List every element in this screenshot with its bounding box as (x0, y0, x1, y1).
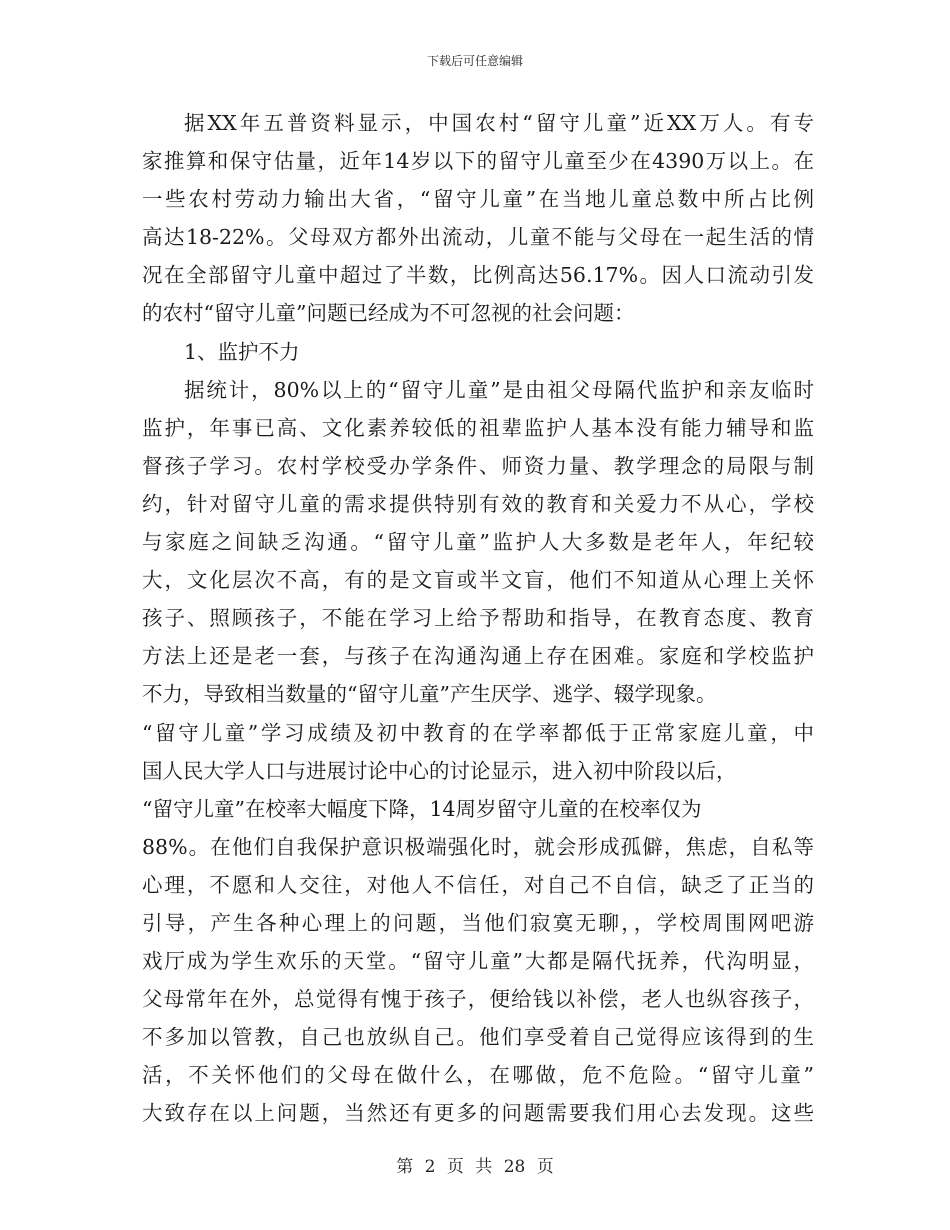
paragraph-line: 监护，年事已高、文化素养较低的祖辈监护人基本没有能力辅导和监 (142, 415, 814, 440)
paragraph-line: 父母常年在外，总觉得有愧于孩子，便给钱以补偿，老人也纵容孩子， (142, 987, 814, 1012)
paragraph-line: 高达18-22%。父母双方都外出流动，儿童不能与父母在一起生活的情 (142, 225, 814, 250)
paragraph-line: 孩子、照顾孩子，不能在学习上给予帮助和指导，在教育态度、教育 (142, 606, 814, 631)
paragraph-line: 据XX年五普资料显示，中国农村“留守儿童”近XX万人。有专 (184, 111, 814, 135)
paragraph-line: 约，针对留守儿童的需求提供特别有效的教育和关爱力不从心，学校 (142, 491, 814, 516)
paragraph-line: 不力，导致相当数量的“留守儿童”产生厌学、逃学、辍学现象。 (142, 682, 717, 707)
page-header: 下载后可任意编辑 (426, 54, 523, 68)
paragraph-line: 心理，不愿和人交往，对他人不信任，对自己不自信，缺乏了正当的 (142, 872, 814, 897)
paragraph-line: 一些农村劳动力输出大省，“留守儿童”在当地儿童总数中所占比例 (142, 187, 814, 212)
paragraph-line: 与家庭之间缺乏沟通。“留守儿童”监护人大多数是老年人，年纪较 (142, 530, 814, 555)
paragraph-line: 大，文化层次不高，有的是文盲或半文盲，他们不知道从心理上关怀 (142, 568, 814, 593)
page-footer: 第 2 页 共 28 页 (396, 1157, 554, 1177)
section-heading: 1、监护不力 (184, 339, 300, 364)
document-body (142, 104, 814, 1133)
paragraph-line: “留守儿童”学习成绩及初中教育的在学率都低于正常家庭儿童，中 (142, 720, 814, 745)
paragraph-line: “留守儿童”在校率大幅度下降，14周岁留守儿童的在校率仅为 (142, 796, 702, 821)
paragraph-line: 大致存在以上问题，当然还有更多的问题需要我们用心去发现。这些 (142, 1101, 814, 1126)
paragraph-line: 方法上还是老一套，与孩子在沟通沟通上存在困难。家庭和学校监护 (142, 644, 814, 669)
paragraph-line: 戏厅成为学生欢乐的天堂。“留守儿童”大都是隔代抚养，代沟明显， (142, 949, 814, 974)
paragraph-line: 活，不关怀他们的父母在做什么，在哪做，危不危险。“留守儿童” (142, 1063, 814, 1088)
paragraph-line: 的农村“留守儿童”问题已经成为不可忽视的社会问题： (142, 301, 635, 326)
paragraph-line: 不多加以管教，自己也放纵自己。他们享受着自己觉得应该得到的生 (142, 1025, 814, 1050)
paragraph-line: 督孩子学习。农村学校受办学条件、师资力量、教学理念的局限与制 (142, 453, 814, 478)
paragraph-line: 国人民大学人口与进展讨论中心的讨论显示，进入初中阶段以后， (142, 758, 737, 783)
paragraph-line: 况在全部留守儿童中超过了半数，比例高达56.17%。因人口流动引发 (142, 263, 814, 288)
paragraph-line: 引导，产生各种心理上的问题，当他们寂寞无聊，，学校周围网吧游 (142, 910, 814, 935)
paragraph-line: 家推算和保守估量，近年14岁以下的留守儿童至少在4390万以上。在 (142, 149, 814, 174)
paragraph-line: 据统计，80%以上的“留守儿童”是由祖父母隔代监护和亲友临时 (184, 377, 814, 402)
paragraph-line: 88%。在他们自我保护意识极端强化时，就会形成孤僻，焦虑，自私等 (142, 834, 814, 859)
